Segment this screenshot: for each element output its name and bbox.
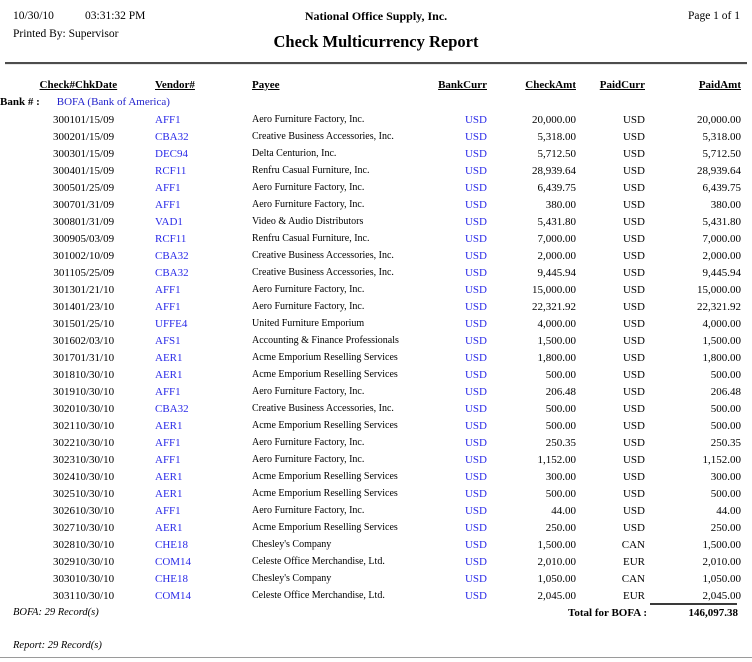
check-date-cell: 10/30/10 — [75, 436, 115, 449]
check-number-cell: 3026 — [53, 504, 75, 517]
total-label: Total for BOFA : — [568, 607, 647, 619]
check-amount-cell: 9,445.94 — [537, 266, 576, 279]
bank-currency-link[interactable]: USD — [464, 351, 487, 364]
bank-number-label: Bank # : — [0, 95, 40, 108]
table-body — [0, 92, 741, 604]
payee-name-cell: Aero Furniture Factory, Inc. — [252, 114, 365, 125]
paid-currency-cell: USD — [622, 487, 645, 500]
vendor-code-link[interactable]: CBA32 — [155, 130, 189, 143]
bank-currency-link[interactable]: USD — [464, 470, 487, 483]
paid-amount-cell: 2,045.00 — [702, 589, 741, 602]
bank-currency-link[interactable]: USD — [464, 385, 487, 398]
check-date-cell: 01/25/10 — [75, 317, 115, 330]
payee-name-cell: Aero Furniture Factory, Inc. — [252, 386, 365, 397]
payee-name-cell: Delta Centurion, Inc. — [252, 148, 337, 159]
bank-group-row — [0, 92, 741, 111]
bank-currency-link[interactable]: USD — [464, 436, 487, 449]
paid-currency-cell: USD — [622, 300, 645, 313]
col-header-paid-amount: PaidAmt — [698, 79, 741, 91]
bank-currency-link[interactable]: USD — [464, 453, 487, 466]
printed-by-label: Printed By: Supervisor — [13, 28, 119, 40]
table-header-row — [0, 78, 741, 92]
paid-currency-cell: USD — [622, 385, 645, 398]
col-header-check-amount: CheckAmt — [525, 79, 576, 91]
check-number-cell: 3002 — [53, 130, 75, 143]
paid-currency-cell: USD — [622, 436, 645, 449]
check-date-cell: 10/30/10 — [75, 521, 115, 534]
vendor-code-link[interactable]: COM14 — [155, 555, 192, 568]
col-header-check-number: Check# — [39, 79, 75, 91]
check-date-cell: 10/30/10 — [75, 419, 115, 432]
check-number-cell: 3016 — [53, 334, 75, 347]
check-date-cell: 05/25/09 — [75, 266, 115, 279]
paid-amount-cell: 500.00 — [710, 487, 741, 500]
bank-currency-link[interactable]: USD — [464, 487, 487, 500]
vendor-code-link[interactable]: DEC94 — [155, 147, 188, 160]
check-amount-cell: 7,000.00 — [537, 232, 576, 245]
check-amount-cell: 28,939.64 — [532, 164, 576, 177]
check-amount-cell: 500.00 — [545, 419, 576, 432]
table-row — [0, 417, 741, 434]
check-number-cell: 3008 — [53, 215, 75, 228]
check-number-cell: 3010 — [53, 249, 75, 262]
vendor-code-link[interactable]: AFF1 — [155, 504, 181, 517]
check-number-cell: 3024 — [53, 470, 75, 483]
vendor-code-link[interactable]: UFFE4 — [155, 317, 188, 330]
vendor-code-link[interactable]: AER1 — [155, 521, 183, 534]
bank-currency-link[interactable]: USD — [464, 249, 487, 262]
table-row — [0, 553, 741, 570]
check-number-cell: 3014 — [53, 300, 75, 313]
vendor-code-link[interactable]: AFF1 — [155, 436, 181, 449]
bank-currency-link[interactable]: USD — [464, 589, 487, 602]
check-number-cell: 3025 — [53, 487, 75, 500]
table-row — [0, 196, 741, 213]
check-amount-cell: 2,010.00 — [537, 555, 576, 568]
vendor-code-link[interactable]: AFF1 — [155, 113, 181, 126]
check-number-cell: 3003 — [53, 147, 75, 160]
bank-currency-link[interactable]: USD — [464, 232, 487, 245]
check-amount-cell: 1,800.00 — [537, 351, 576, 364]
check-amount-cell: 6,439.75 — [537, 181, 576, 194]
payee-name-cell: Creative Business Accessories, Inc. — [252, 250, 394, 261]
vendor-code-link[interactable]: AFF1 — [155, 283, 181, 296]
bank-currency-link[interactable]: USD — [464, 538, 487, 551]
vendor-code-link[interactable]: COM14 — [155, 589, 192, 602]
paid-currency-cell: USD — [622, 215, 645, 228]
check-number-cell: 3023 — [53, 453, 75, 466]
payee-name-cell: United Furniture Emporium — [252, 318, 365, 329]
check-amount-cell: 2,045.00 — [537, 589, 576, 602]
check-date-cell: 10/30/10 — [75, 572, 115, 585]
check-number-cell: 3009 — [53, 232, 75, 245]
vendor-code-link[interactable]: CHE18 — [155, 538, 188, 551]
check-number-cell: 3030 — [53, 572, 75, 585]
paid-amount-cell: 250.00 — [710, 521, 741, 534]
check-date-cell: 02/10/09 — [75, 249, 115, 262]
table-row — [0, 451, 741, 468]
payee-name-cell: Acme Emporium Reselling Services — [252, 352, 398, 363]
bank-currency-link[interactable]: USD — [464, 572, 487, 585]
check-amount-cell: 5,318.00 — [537, 130, 576, 143]
check-number-cell: 3017 — [53, 351, 75, 364]
paid-currency-cell: USD — [622, 181, 645, 194]
bank-code-link[interactable]: BOFA (Bank of America) — [56, 95, 170, 108]
page-indicator: Page 1 of 1 — [687, 10, 740, 22]
check-date-cell: 02/03/10 — [75, 334, 115, 347]
check-date-cell: 01/21/10 — [75, 283, 115, 296]
paid-amount-cell: 1,152.00 — [702, 453, 741, 466]
paid-currency-cell: EUR — [623, 555, 645, 568]
check-amount-cell: 250.35 — [545, 436, 576, 449]
payee-name-cell: Aero Furniture Factory, Inc. — [252, 199, 365, 210]
table-row — [0, 485, 741, 502]
table-row — [0, 434, 741, 451]
total-rule — [650, 603, 737, 605]
vendor-code-link[interactable]: AER1 — [155, 487, 183, 500]
paid-currency-cell: USD — [622, 470, 645, 483]
vendor-code-link[interactable]: AFS1 — [155, 334, 181, 347]
paid-amount-cell: 2,010.00 — [702, 555, 741, 568]
vendor-code-link[interactable]: VAD1 — [155, 215, 183, 228]
check-number-cell: 3007 — [53, 198, 75, 211]
paid-amount-cell: 1,800.00 — [702, 351, 741, 364]
paid-amount-cell: 6,439.75 — [702, 181, 741, 194]
check-amount-cell: 22,321.92 — [532, 300, 576, 313]
paid-currency-cell: USD — [622, 266, 645, 279]
vendor-code-link[interactable]: AER1 — [155, 368, 183, 381]
paid-amount-cell: 28,939.64 — [697, 164, 741, 177]
bank-currency-link[interactable]: USD — [464, 368, 487, 381]
paid-amount-cell: 500.00 — [710, 419, 741, 432]
payee-name-cell: Renfru Casual Furniture, Inc. — [252, 165, 370, 176]
table-row — [0, 213, 741, 230]
paid-currency-cell: USD — [622, 504, 645, 517]
bank-currency-link[interactable]: USD — [464, 181, 487, 194]
vendor-code-link[interactable]: AFF1 — [155, 453, 181, 466]
check-number-cell: 3028 — [53, 538, 75, 551]
paid-amount-cell: 300.00 — [710, 470, 741, 483]
paid-amount-cell: 44.00 — [716, 504, 741, 517]
table-row — [0, 519, 741, 536]
check-amount-cell: 1,050.00 — [537, 572, 576, 585]
report-time: 03:31:32 PM — [85, 10, 146, 22]
check-amount-cell: 20,000.00 — [532, 113, 576, 126]
table-row — [0, 366, 741, 383]
paid-currency-cell: USD — [622, 419, 645, 432]
vendor-code-link[interactable]: CBA32 — [155, 402, 189, 415]
check-number-cell: 3013 — [53, 283, 75, 296]
paid-amount-cell: 5,712.50 — [702, 147, 741, 160]
paid-currency-cell: USD — [622, 334, 645, 347]
paid-currency-cell: EUR — [623, 589, 645, 602]
bank-currency-link[interactable]: USD — [464, 283, 487, 296]
check-amount-cell: 380.00 — [545, 198, 576, 211]
check-date-cell: 01/31/09 — [75, 198, 115, 211]
check-amount-cell: 1,500.00 — [537, 538, 576, 551]
paid-amount-cell: 2,000.00 — [702, 249, 741, 262]
check-amount-cell: 500.00 — [545, 402, 576, 415]
check-number-cell: 3022 — [53, 436, 75, 449]
check-date-cell: 10/30/10 — [75, 538, 115, 551]
company-name: National Office Supply, Inc. — [304, 9, 448, 23]
table-row — [0, 281, 741, 298]
check-number-cell: 3029 — [53, 555, 75, 568]
check-date-cell: 05/03/09 — [75, 232, 115, 245]
table-row — [0, 247, 741, 264]
page-bottom-divider — [0, 657, 752, 658]
payee-name-cell: Acme Emporium Reselling Services — [252, 488, 398, 499]
check-number-cell: 3011 — [53, 266, 75, 279]
paid-amount-cell: 1,050.00 — [702, 572, 741, 585]
check-amount-cell: 1,152.00 — [537, 453, 576, 466]
check-date-cell: 01/23/10 — [75, 300, 115, 313]
paid-currency-cell: USD — [622, 249, 645, 262]
table-row — [0, 179, 741, 196]
vendor-code-link[interactable]: CBA32 — [155, 266, 189, 279]
table-row — [0, 315, 741, 332]
table-row — [0, 502, 741, 519]
paid-amount-cell: 5,318.00 — [702, 130, 741, 143]
report-record-count: Report: 29 Record(s) — [13, 640, 102, 651]
check-amount-cell: 500.00 — [545, 368, 576, 381]
table-row — [0, 400, 741, 417]
payee-name-cell: Aero Furniture Factory, Inc. — [252, 437, 365, 448]
paid-currency-cell: USD — [622, 198, 645, 211]
report-date: 10/30/10 — [13, 10, 54, 22]
bank-currency-link[interactable]: USD — [464, 504, 487, 517]
check-amount-cell: 206.48 — [545, 385, 576, 398]
bank-record-count: BOFA: 29 Record(s) — [13, 607, 99, 618]
table-row — [0, 587, 741, 604]
check-number-cell: 3005 — [53, 181, 75, 194]
bank-currency-link[interactable]: USD — [464, 317, 487, 330]
check-amount-cell: 2,000.00 — [537, 249, 576, 262]
vendor-code-link[interactable]: CHE18 — [155, 572, 188, 585]
check-date-cell: 01/15/09 — [75, 164, 115, 177]
vendor-code-link[interactable]: AER1 — [155, 419, 183, 432]
check-table — [0, 78, 741, 604]
check-amount-cell: 250.00 — [545, 521, 576, 534]
paid-currency-cell: USD — [622, 453, 645, 466]
table-row — [0, 298, 741, 315]
bank-currency-link[interactable]: USD — [464, 266, 487, 279]
payee-name-cell: Creative Business Accessories, Inc. — [252, 403, 394, 414]
check-number-cell: 3031 — [53, 589, 75, 602]
bank-currency-link[interactable]: USD — [464, 419, 487, 432]
payee-name-cell: Aero Furniture Factory, Inc. — [252, 284, 365, 295]
report-title: Check Multicurrency Report — [273, 32, 479, 51]
col-header-check-date: ChkDate — [75, 79, 118, 91]
check-date-cell: 10/30/10 — [75, 385, 115, 398]
paid-amount-cell: 206.48 — [710, 385, 741, 398]
paid-currency-cell: USD — [622, 164, 645, 177]
check-date-cell: 10/30/10 — [75, 487, 115, 500]
bank-currency-link[interactable]: USD — [464, 198, 487, 211]
check-date-cell: 10/30/10 — [75, 470, 115, 483]
col-header-payee: Payee — [252, 79, 280, 91]
check-amount-cell: 1,500.00 — [537, 334, 576, 347]
bank-currency-link[interactable]: USD — [464, 334, 487, 347]
vendor-code-link[interactable]: AFF1 — [155, 198, 181, 211]
check-date-cell: 10/30/10 — [75, 589, 115, 602]
check-amount-cell: 5,712.50 — [537, 147, 576, 160]
check-number-cell: 3021 — [53, 419, 75, 432]
table-row — [0, 145, 741, 162]
paid-amount-cell: 22,321.92 — [697, 300, 741, 313]
table-row — [0, 264, 741, 281]
vendor-code-link[interactable]: AFF1 — [155, 181, 181, 194]
bank-currency-link[interactable]: USD — [464, 130, 487, 143]
check-date-cell: 10/30/10 — [75, 504, 115, 517]
check-date-cell: 01/15/09 — [75, 113, 115, 126]
payee-name-cell: Acme Emporium Reselling Services — [252, 522, 398, 533]
bank-currency-link[interactable]: USD — [464, 300, 487, 313]
check-number-cell: 3004 — [53, 164, 75, 177]
payee-name-cell: Aero Furniture Factory, Inc. — [252, 301, 365, 312]
check-date-cell: 10/30/10 — [75, 555, 115, 568]
payee-name-cell: Aero Furniture Factory, Inc. — [252, 454, 365, 465]
table-row — [0, 332, 741, 349]
table-row — [0, 383, 741, 400]
table-row — [0, 570, 741, 587]
paid-currency-cell: USD — [622, 113, 645, 126]
paid-currency-cell: USD — [622, 317, 645, 330]
vendor-code-link[interactable]: AFF1 — [155, 385, 181, 398]
bank-currency-link[interactable]: USD — [464, 215, 487, 228]
paid-currency-cell: CAN — [621, 572, 645, 585]
vendor-code-link[interactable]: CBA32 — [155, 249, 189, 262]
payee-name-cell: Chesley's Company — [252, 573, 332, 584]
paid-amount-cell: 250.35 — [710, 436, 741, 449]
payee-name-cell: Acme Emporium Reselling Services — [252, 471, 398, 482]
payee-name-cell: Aero Furniture Factory, Inc. — [252, 505, 365, 516]
bank-currency-link[interactable]: USD — [464, 555, 487, 568]
bank-currency-link[interactable]: USD — [464, 521, 487, 534]
check-number-cell: 3019 — [53, 385, 75, 398]
table-row — [0, 349, 741, 366]
check-number-cell: 3015 — [53, 317, 75, 330]
payee-name-cell: Acme Emporium Reselling Services — [252, 369, 398, 380]
payee-name-cell: Creative Business Accessories, Inc. — [252, 131, 394, 142]
vendor-code-link[interactable]: AER1 — [155, 351, 183, 364]
paid-currency-cell: CAN — [621, 538, 645, 551]
check-date-cell: 01/15/09 — [75, 130, 115, 143]
check-number-cell: 3018 — [53, 368, 75, 381]
check-amount-cell: 500.00 — [545, 487, 576, 500]
table-row — [0, 162, 741, 179]
payee-name-cell: Aero Furniture Factory, Inc. — [252, 182, 365, 193]
payee-name-cell: Celeste Office Merchandise, Ltd. — [252, 556, 385, 567]
header-divider — [5, 62, 747, 65]
paid-currency-cell: USD — [622, 351, 645, 364]
paid-amount-cell: 15,000.00 — [697, 283, 741, 296]
table-row — [0, 230, 741, 247]
paid-currency-cell: USD — [622, 402, 645, 415]
paid-amount-cell: 5,431.80 — [702, 215, 741, 228]
table-row — [0, 468, 741, 485]
paid-amount-cell: 1,500.00 — [702, 538, 741, 551]
paid-amount-cell: 380.00 — [710, 198, 741, 211]
paid-amount-cell: 500.00 — [710, 402, 741, 415]
vendor-code-link[interactable]: RCF11 — [155, 232, 187, 245]
payee-name-cell: Video & Audio Distributors — [252, 216, 364, 227]
bank-currency-link[interactable]: USD — [464, 147, 487, 160]
table-row — [0, 128, 741, 145]
check-date-cell: 01/25/09 — [75, 181, 115, 194]
payee-name-cell: Celeste Office Merchandise, Ltd. — [252, 590, 385, 601]
paid-amount-cell: 7,000.00 — [702, 232, 741, 245]
check-number-cell: 3027 — [53, 521, 75, 534]
check-amount-cell: 300.00 — [545, 470, 576, 483]
table-row — [0, 536, 741, 553]
payee-name-cell: Acme Emporium Reselling Services — [252, 420, 398, 431]
bank-currency-link[interactable]: USD — [464, 164, 487, 177]
table-row — [0, 111, 741, 128]
paid-amount-cell: 500.00 — [710, 368, 741, 381]
payee-name-cell: Chesley's Company — [252, 539, 332, 550]
vendor-code-link[interactable]: RCF11 — [155, 164, 187, 177]
check-amount-cell: 5,431.80 — [537, 215, 576, 228]
paid-amount-cell: 9,445.94 — [702, 266, 741, 279]
payee-name-cell: Creative Business Accessories, Inc. — [252, 267, 394, 278]
check-date-cell: 01/31/10 — [75, 351, 115, 364]
paid-currency-cell: USD — [622, 283, 645, 296]
vendor-code-link[interactable]: AFF1 — [155, 300, 181, 313]
paid-amount-cell: 4,000.00 — [702, 317, 741, 330]
paid-currency-cell: USD — [622, 232, 645, 245]
paid-currency-cell: USD — [622, 147, 645, 160]
paid-currency-cell: USD — [622, 130, 645, 143]
check-amount-cell: 15,000.00 — [532, 283, 576, 296]
vendor-code-link[interactable]: AER1 — [155, 470, 183, 483]
col-header-vendor-number: Vendor# — [155, 79, 195, 91]
paid-currency-cell: USD — [622, 368, 645, 381]
check-date-cell: 10/30/10 — [75, 402, 115, 415]
check-number-cell: 3001 — [53, 113, 75, 126]
check-amount-cell: 4,000.00 — [537, 317, 576, 330]
paid-amount-cell: 1,500.00 — [702, 334, 741, 347]
payee-name-cell: Accounting & Finance Professionals — [252, 335, 399, 346]
bank-currency-link[interactable]: USD — [464, 402, 487, 415]
col-header-bank-currency: BankCurr — [438, 79, 487, 91]
paid-amount-cell: 20,000.00 — [697, 113, 741, 126]
check-amount-cell: 44.00 — [551, 504, 576, 517]
bank-currency-link[interactable]: USD — [464, 113, 487, 126]
check-date-cell: 01/31/09 — [75, 215, 115, 228]
check-date-cell: 10/30/10 — [75, 368, 115, 381]
payee-name-cell: Renfru Casual Furniture, Inc. — [252, 233, 370, 244]
check-date-cell: 01/15/09 — [75, 147, 115, 160]
total-amount: 146,097.38 — [688, 607, 738, 619]
check-date-cell: 10/30/10 — [75, 453, 115, 466]
paid-currency-cell: USD — [622, 521, 645, 534]
check-number-cell: 3020 — [53, 402, 75, 415]
col-header-paid-currency: PaidCurr — [599, 79, 645, 91]
